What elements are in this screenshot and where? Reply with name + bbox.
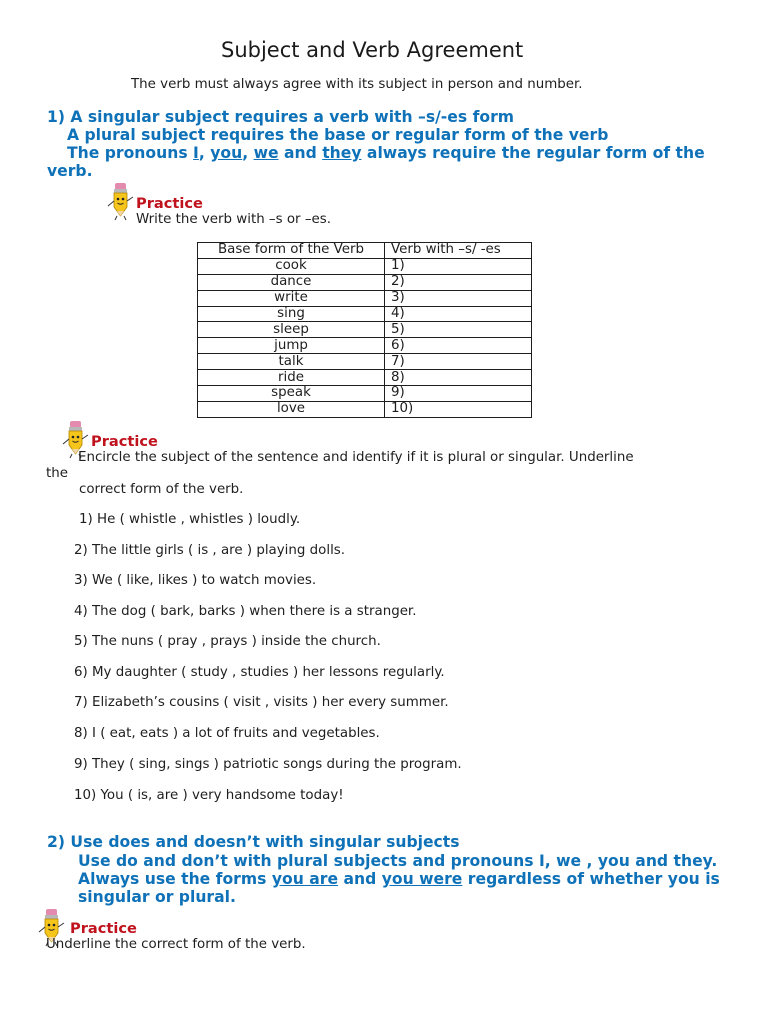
pronoun-they: they [322, 144, 362, 162]
table-cell: talk [198, 354, 385, 370]
rule2-line4: singular or plural. [78, 888, 236, 906]
table-cell: 2) [385, 274, 532, 290]
exercise-item: 6) My daughter ( study , studies ) her lessons regularly. [74, 665, 445, 680]
exercise-item: 2) The little girls ( is , are ) playing dolls. [74, 543, 346, 558]
sep: , [198, 144, 211, 162]
table-row [198, 306, 532, 322]
exercise-item: 1) He ( whistle , whistles ) loudly. [79, 512, 301, 527]
rule2-line3-pre: Always use the forms [78, 870, 272, 888]
table-row [198, 258, 532, 274]
table-cell: jump [198, 338, 385, 354]
practice1-instruction: Write the verb with –s or –es. [136, 212, 331, 227]
table-cell: write [198, 290, 385, 306]
phrase-you-are: you are [271, 870, 339, 888]
intro-text: The verb must always agree with its subject in person and number. [131, 77, 583, 92]
pronoun-you: you [210, 144, 243, 162]
exercise-item: 8) I ( eat, eats ) a lot of fruits and vegetables. [74, 726, 380, 741]
practice3-instruction: Underline the correct form of the verb. [46, 937, 306, 952]
table-cell: sing [198, 306, 385, 322]
pencil-mascot-icon [106, 183, 136, 221]
table-cell: 4) [385, 306, 532, 322]
exercise-item: 10) You ( is, are ) very handsome today! [74, 788, 344, 803]
table-cell: 8) [385, 370, 532, 386]
table-row [198, 370, 532, 386]
rule2-line1: 2) Use does and doesn’t with singular subjects [47, 833, 460, 851]
exercise-item: 7) Elizabeth’s cousins ( visit , visits ) her every summer. [74, 695, 449, 710]
table-row [198, 338, 532, 354]
practice3-label: Practice [70, 920, 137, 937]
rule1-line1: 1) A singular subject requires a verb with –s/-es form [47, 108, 515, 126]
sep: , [242, 144, 254, 162]
rule2-line3 [78, 870, 720, 888]
table-cell: sleep [198, 322, 385, 338]
table-cell: ride [198, 370, 385, 386]
rule1-line2: A plural subject requires the base or regular form of the verb [67, 126, 609, 144]
table-cell: cook [198, 258, 385, 274]
table-row [198, 401, 532, 417]
practice2-instruction-b: the [46, 466, 68, 481]
rule1-line4: verb. [47, 162, 93, 180]
practice2-label: Practice [91, 433, 158, 450]
sep: and [278, 144, 323, 162]
practice2-instruction-a: Encircle the subject of the sentence and identify if it is plural or singular. Underline [78, 450, 634, 465]
table-cell: 7) [385, 354, 532, 370]
table-cell: love [198, 401, 385, 417]
exercise-item: 3) We ( like, likes ) to watch movies. [74, 573, 317, 588]
rule1-line3-pre: The pronouns [67, 144, 194, 162]
table-cell: 3) [385, 290, 532, 306]
table-cell: 9) [385, 386, 532, 402]
verb-table [197, 242, 532, 418]
table-row [198, 322, 532, 338]
table-cell: 6) [385, 338, 532, 354]
table-row [198, 290, 532, 306]
exercise-item: 4) The dog ( bark, barks ) when there is a stranger. [74, 604, 417, 619]
page-title: Subject and Verb Agreement [221, 38, 524, 62]
table-row [198, 354, 532, 370]
table-row [198, 274, 532, 290]
table-header-row [198, 243, 532, 259]
table-cell: 10) [385, 401, 532, 417]
exercise-item: 5) The nuns ( pray , prays ) inside the church. [74, 634, 381, 649]
practice2-instruction-c: correct form of the verb. [79, 482, 244, 497]
table-cell: 5) [385, 322, 532, 338]
table-cell: speak [198, 386, 385, 402]
phrase-you-were: you were [381, 870, 463, 888]
table-cell: 1) [385, 258, 532, 274]
table-cell: dance [198, 274, 385, 290]
table-header: Verb with –s/ -es [385, 243, 532, 259]
rule2-line2: Use do and don’t with plural subjects and pronouns I, we , you and they. [78, 852, 718, 870]
table-header: Base form of the Verb [198, 243, 385, 259]
rule2-line3-mid: and [338, 870, 382, 888]
rule1-line3-post: always require the regular form of the [361, 144, 705, 162]
pronoun-we: we [253, 144, 279, 162]
table-row [198, 386, 532, 402]
pronoun-i: I [193, 144, 199, 162]
rule2-line3-post: regardless of whether you is [462, 870, 720, 888]
practice1-label: Practice [136, 195, 203, 212]
exercise-item: 9) They ( sing, sings ) patriotic songs during the program. [74, 757, 462, 772]
rule1-line3 [67, 144, 705, 162]
